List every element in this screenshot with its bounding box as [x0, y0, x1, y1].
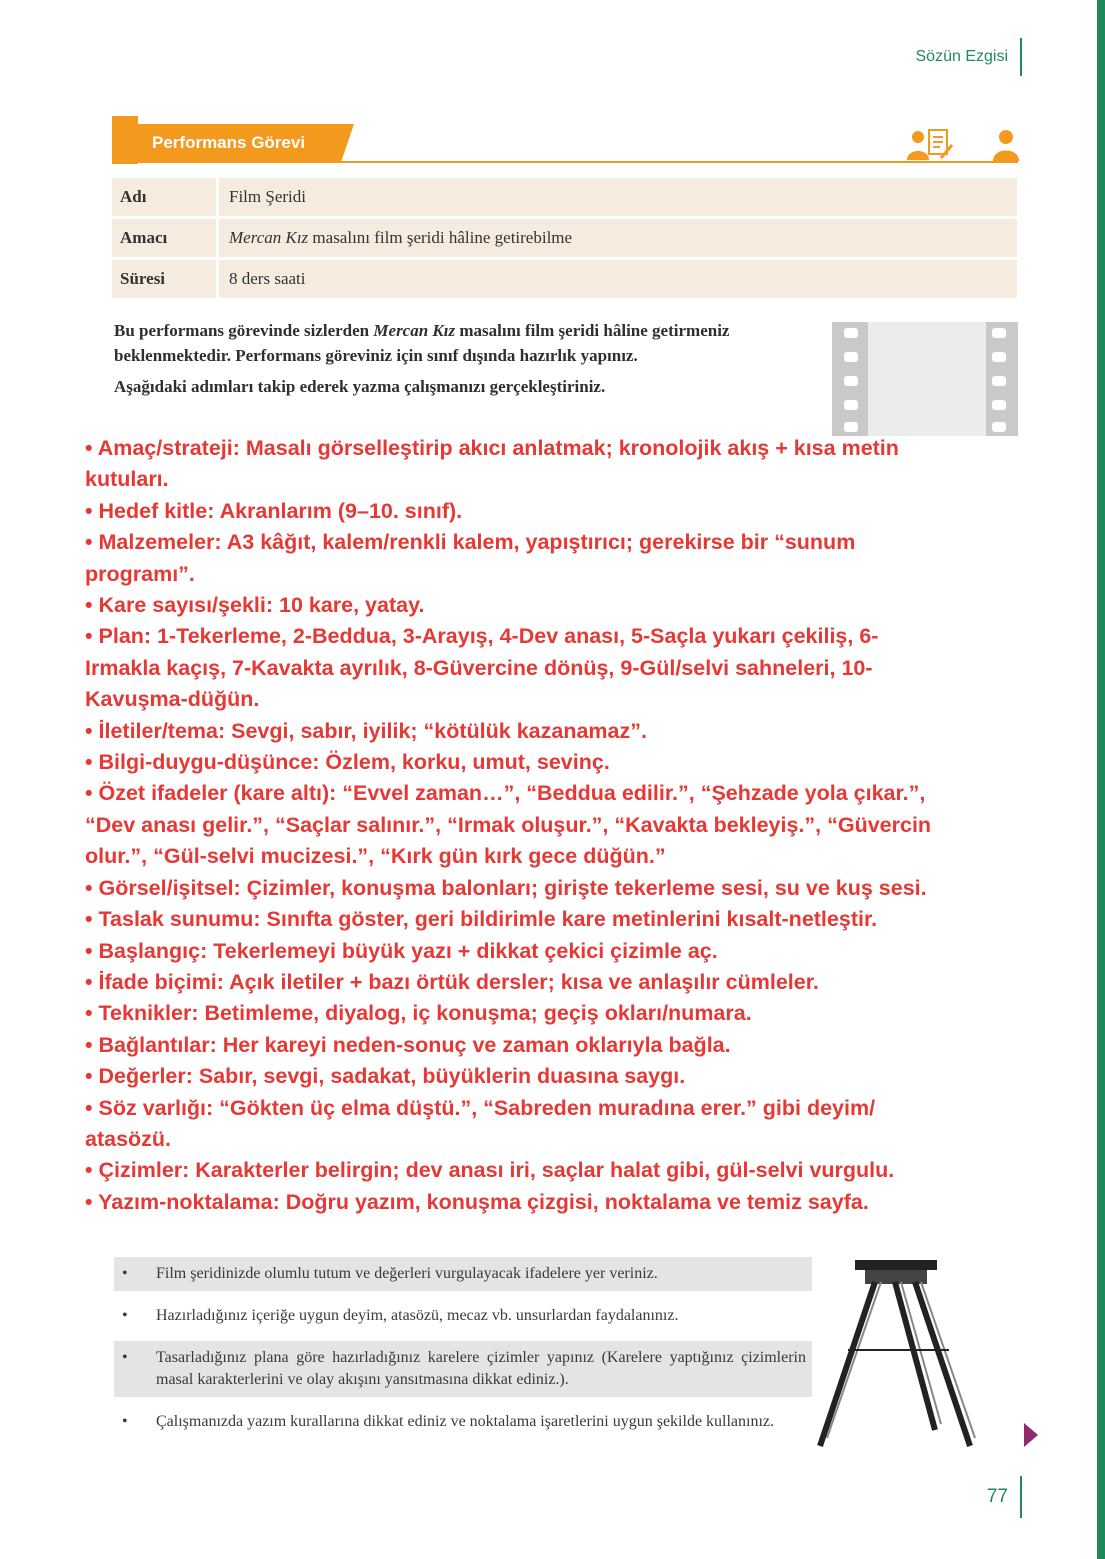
intro-paragraph [114, 318, 792, 368]
tip-item [114, 1299, 812, 1333]
film-perforation [844, 328, 858, 338]
answer-line: • Çizimler: Karakterler belirgin; dev anası iri, saçlar halat gibi, gül-selvi vurgulu. [85, 1158, 895, 1183]
answer-line: • Görsel/işitsel: Çizimler, konuşma balonları; girişte tekerleme sesi, su ve kuş sesi. [85, 875, 927, 900]
section-title: Performans Görevi [152, 133, 306, 152]
individual-icon [990, 128, 1022, 167]
answer-line: • Hedef kitle: Akranlarım (9–10. sınıf). [85, 498, 463, 523]
instruction-paragraph: Aşağıdaki adımları takip ederek yazma çalışmanızı gerçekleştiriniz. [114, 377, 606, 396]
book-title: Sözün Ezgisi [915, 48, 1008, 65]
camera-tripod-illustration [815, 1258, 985, 1453]
film-perforation [844, 422, 858, 432]
row-label: Süresi [112, 259, 218, 300]
story-title: Mercan Kız [373, 321, 456, 340]
film-perforation [992, 352, 1006, 362]
table-row [112, 178, 1017, 218]
purpose-text: masalını film şeridi hâline getirebilme [308, 228, 573, 247]
answer-line: programı”. [85, 561, 195, 586]
tip-item [114, 1405, 812, 1439]
tip-item [114, 1257, 812, 1291]
page-edge-bar [1097, 0, 1105, 1559]
section-tab-accent [112, 116, 138, 164]
answer-line: • Taslak sunumu: Sınıfta göster, geri bildirimle kare metinlerini kısalt-netleştir. [85, 907, 878, 932]
bullet-icon: • [122, 1265, 128, 1282]
section-underline [112, 161, 1018, 163]
film-frame [868, 322, 986, 436]
footer-divider [1020, 1476, 1022, 1518]
answer-line: kutuları. [85, 467, 169, 492]
answer-line: • Özet ifadeler (kare altı): “Evvel zaman…”, “Beddua edilir.”, “Şehzade yola çıkar.”, [85, 781, 926, 806]
answer-line: olur.”, “Gül-selvi mucizesi.”, “Kırk gün kırk gece düğün.” [85, 844, 666, 869]
film-strip-illustration [832, 322, 1018, 436]
answer-line: • Plan: 1-Tekerleme, 2-Beddua, 3-Arayış, 4-Dev anası, 5-Saçla yukarı çekiliş, 6- [85, 624, 879, 649]
answer-line: • Bilgi-duygu-düşünce: Özlem, korku, umut, sevinç. [85, 750, 610, 775]
page-number: 77 [986, 1486, 1008, 1507]
tip-text: Çalışmanızda yazım kurallarına dikkat ediniz ve noktalama işaretlerini uygun şekilde kullanınız. [156, 1413, 775, 1430]
bullet-icon: • [122, 1307, 128, 1324]
film-perforation [992, 422, 1006, 432]
row-label: Amacı [112, 218, 218, 259]
tip-item [114, 1341, 812, 1397]
film-perforation [992, 376, 1006, 386]
row-label: Adı [112, 178, 218, 218]
bullet-icon: • [122, 1413, 128, 1430]
row-value: Film Şeridi [218, 178, 1018, 218]
answer-line: Kavuşma-düğün. [85, 687, 260, 712]
tips-list [114, 1257, 812, 1447]
table-row [112, 259, 1017, 300]
answer-line: • İletiler/tema: Sevgi, sabır, iyilik; “kötülük kazanamaz”. [85, 718, 647, 743]
tip-text: Film şeridinizde olumlu tutum ve değerleri vurgulayacak ifadelere yer veriniz. [156, 1265, 658, 1282]
answer-line: • Başlangıç: Tekerlemeyi büyük yazı + dikkat çekici çizimle aç. [85, 938, 718, 963]
answer-line: • Teknikler: Betimleme, diyalog, iç konuşma; geçiş okları/numara. [85, 1001, 752, 1026]
intro-text: masalını film şeridi hâline getirmeniz beklenmektedir. Performans göreviniz için sınıf dışında hazırlık yapınız. [114, 321, 730, 365]
group-work-icon [906, 128, 954, 167]
film-perforation [844, 352, 858, 362]
story-title: Mercan Kız [229, 228, 309, 247]
film-perforation [992, 328, 1006, 338]
answer-line: • Söz varlığı: “Gökten üç elma düştü.”, “Sabreden muradına erer.” gibi deyim/ [85, 1095, 876, 1120]
answer-line: • Amaç/strateji: Masalı görselleştirip akıcı anlatmak; kronolojik akış + kısa metin [85, 436, 899, 460]
row-value [218, 218, 1018, 259]
answer-line: “Dev anası gelir.”, “Saçlar salınır.”, “Irmak oluşur.”, “Kavakta bekleyiş.”, “Güvercin [85, 812, 932, 837]
next-page-arrow-icon [1024, 1423, 1038, 1447]
answer-list [85, 433, 1035, 1218]
row-value: 8 ders saati [218, 259, 1018, 300]
answer-line: atasözü. [85, 1126, 172, 1151]
task-info-table [112, 178, 1017, 301]
film-perforation [844, 376, 858, 386]
answer-line: • Kare sayısı/şekli: 10 kare, yatay. [85, 593, 425, 618]
answer-line: Irmakla kaçış, 7-Kavakta ayrılık, 8-Güvercine dönüş, 9-Gül/selvi sahneleri, 10- [85, 655, 873, 680]
intro-text: Bu performans görevinde sizlerden [114, 321, 374, 340]
answer-line: • İfade biçimi: Açık iletiler + bazı örtük dersler; kısa ve anlaşılır cümleler. [85, 969, 819, 994]
tip-text: Hazırladığınız içeriğe uygun deyim, atasözü, mecaz vb. unsurlardan faydalanınız. [156, 1307, 679, 1324]
bullet-icon: • [122, 1349, 128, 1366]
answer-line: • Değerler: Sabır, sevgi, sadakat, büyüklerin duasına saygı. [85, 1064, 686, 1089]
film-perforation [992, 400, 1006, 410]
answer-line: • Malzemeler: A3 kâğıt, kalem/renkli kalem, yapıştırıcı; gerekirse bir “sunum [85, 530, 856, 555]
answer-line: • Bağlantılar: Her kareyi neden-sonuç ve zaman oklarıyla bağla. [85, 1032, 731, 1057]
header-divider [1020, 38, 1022, 76]
film-perforation [844, 400, 858, 410]
answer-line: • Yazım-noktalama: Doğru yazım, konuşma çizgisi, noktalama ve temiz sayfa. [85, 1189, 869, 1214]
tip-text: Tasarladığınız plana göre hazırladığınız karelere çizimler yapınız (Karelere yaptığınız çizimlerin masal karakterlerini ve olay akışını yansıtmasına dikkat ediniz.). [156, 1349, 806, 1388]
task-introduction [114, 318, 792, 405]
table-row [112, 218, 1017, 259]
